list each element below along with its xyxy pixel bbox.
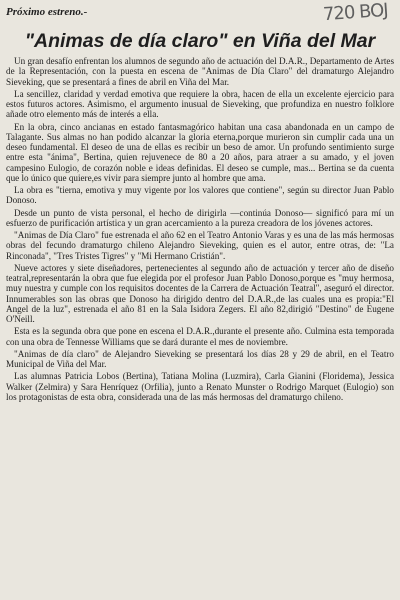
section-kicker: Próximo estreno.- — [6, 6, 88, 18]
article-title: "Animas de día claro" en Viña del Mar — [24, 30, 376, 52]
article-paragraph: La obra es "tierna, emotiva y muy vigente por los valores que contiene", según su director Juan Pablo Donoso. — [6, 185, 394, 206]
article-paragraph: Las alumnas Patricia Lobos (Bertina), Tatiana Molina (Luzmira), Carla Gianini (Floridema), Jessica Walker (Zelmira) y Sara Henríquez (Orfilia), junto a Renato Munster o Rodrigo Marquet (Eulogio) son los protagonistas de esta obra, considerada una de las más hermosas del dramaturgo chileno. — [6, 371, 394, 402]
article-paragraph: Desde un punto de vista personal, el hecho de dirigirla —continúa Donoso— significó para mí un esfuerzo de purificación artística y un gran acercamiento a la pureza creadora de los jóvenes actores. — [6, 207, 394, 228]
article-paragraph: "Animas de Día Claro" fue estrenada el año 62 en el Teatro Antonio Varas y es una de las más hermosas obras del fecundo dramaturgo chileno Alejandro Sieveking, quien es el autor, entre otras, de: "La Rinconada", "Tres Tristes Tigres" y "Mi Hermano Cristián". — [6, 230, 394, 261]
article-paragraph: Un gran desafío enfrentan los alumnos de segundo año de actuación del D.A.R., Departamento de Artes de la Representación, con la puesta en escena de "Animas de Día Claro" del dramaturgo Alejandro Sieveking, que se presentará a fines de abril en Viña del Mar. — [6, 56, 394, 87]
article-paragraph: En la obra, cinco ancianas en estado fantasmagórico habitan una casa abandonada en un campo de Talagante. Sus almas no han podido alcanzar la gloria eterna,porque murieron sin cumplir cada una un deseo fundamental. El deseo de una de ellas es recibir un beso de amor. Un profundo sentimiento surge entre esta "ánima", Bertina, quien rejuvenece de 80 a 20 años, para atraer a su amado, y el joven campesino Eulogio, de corazón noble e ideas definidas. El deseo se cumple, mas... Bertina se da cuenta que lo único que quiere,es vivir para siempre junto al hombre que ama. — [6, 121, 394, 183]
article-paragraph: La sencillez, claridad y verdad emotiva que requiere la obra, hacen de ella un excelente ejercicio para estos futuros actores. Asimismo, el argumento inusual de Sieveking, que profundiza en nuestro folklore añade otro elemento más de interés a ella. — [6, 88, 394, 120]
article-body — [6, 56, 394, 404]
article-paragraph: Esta es la segunda obra que pone en escena el D.A.R.,durante el presente año. Culmina esta temporada con una obra de Tennesse Williams que se dará durante el mes de noviembre. — [6, 326, 394, 347]
article-paragraph: "Animas de día claro" de Alejandro Sieveking se presentará los días 28 y 29 de abril, en el Teatro Municipal de Viña del Mar. — [6, 348, 394, 369]
handwritten-annotation: 720 BOJ — [322, 0, 389, 26]
article-paragraph: Nueve actores y siete diseñadores, pertenecientes al segundo año de actuación y tercer año de diseño teatral,representarán la obra que fue elegida por el profesor Juan Pablo Donoso,porque es "muy hermosa, muy nuestra y cumple con los requisitos docentes de la Carrera de Actuación Teatral", aseguró el director. Innumerables son las obras que Donoso ha dirigido dentro del D.A.R.,de las cuales una es propia:"El Angel de la luz", estrenada el año 81 en la Sala Isidora Zegers. El año 82,dirigió "Destino" de Eugene O'Neill. — [6, 262, 394, 324]
